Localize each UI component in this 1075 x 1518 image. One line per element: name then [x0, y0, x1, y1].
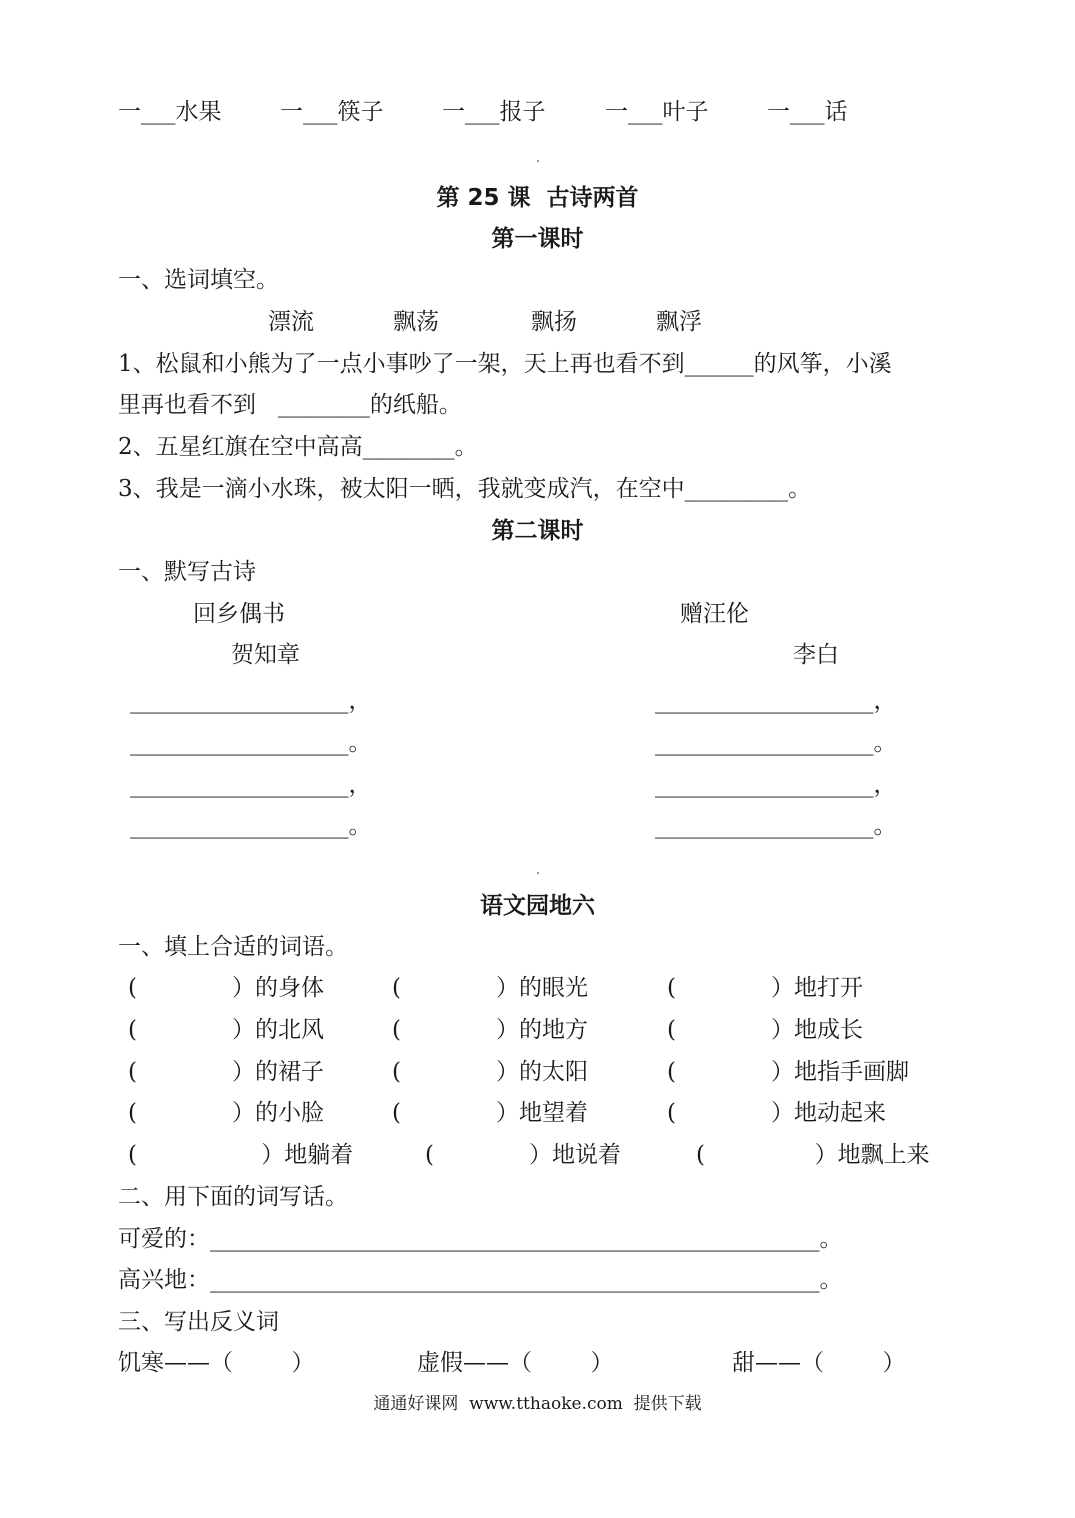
poem-right-title: 赠汪伦	[680, 601, 749, 627]
period2-q1-title: 一、默写古诗	[118, 559, 256, 585]
fill-sentence-1a: 1、松鼠和小熊为了一点小事吵了一架，天上再也看不到______的风筝，小溪	[118, 351, 892, 377]
lesson-title: 第 25 课 古诗两首	[436, 185, 639, 211]
phrase-r3-c2: ( ）的太阳	[392, 1059, 589, 1085]
poem-left-line-4: ___________________。	[130, 813, 372, 839]
poem-right-author: 李白	[793, 642, 839, 668]
period1-heading: 第一课时	[491, 226, 584, 252]
fill-sentence-1b: 里再也看不到 ________的纸船。	[118, 392, 462, 418]
word-option-4: 飘浮	[656, 309, 702, 335]
phrase-r4-c2: ( ）地望着	[392, 1100, 589, 1126]
sentence-line-2: 高兴地：_____________________________________________________。	[118, 1267, 843, 1293]
poem-right-line-2: ___________________。	[655, 730, 897, 756]
poem-left-title: 回乡偶书	[193, 601, 285, 627]
poem-right-line-4: ___________________。	[655, 813, 897, 839]
word-option-2: 飘荡	[393, 309, 439, 335]
sentence-line-1: 可爱的：_____________________________________________________。	[118, 1226, 843, 1252]
garden-q2-title: 二、用下面的词写话。	[118, 1184, 348, 1210]
poem-left-author: 贺知章	[231, 642, 300, 668]
phrase-r4-c3: ( ）地动起来	[667, 1100, 887, 1126]
measure-word-3: 一___报子	[442, 99, 546, 125]
period2-heading: 第二课时	[491, 518, 584, 544]
antonym-1: 饥寒——（ ）	[118, 1350, 315, 1376]
phrase-r2-c3: ( ）地成长	[667, 1017, 864, 1043]
poem-right-line-1: ___________________，	[655, 688, 897, 714]
phrase-r5-c3: ( ）地飘上来	[696, 1142, 930, 1168]
phrase-r1-c3: ( ）地打开	[667, 975, 864, 1001]
poem-right-line-3: ___________________，	[655, 772, 897, 798]
fill-sentence-3: 3、我是一滴小水珠，被太阳一晒，我就变成汽，在空中_________。	[118, 476, 812, 502]
measure-word-4: 一___叶子	[605, 99, 709, 125]
page-footer: 通通好课网 www.tthaoke.com 提供下载	[373, 1394, 702, 1414]
divider-dot	[537, 160, 539, 162]
garden-q1-title: 一、填上合适的词语。	[118, 934, 348, 960]
phrase-r3-c1: ( ）的裙子	[128, 1059, 325, 1085]
phrase-r2-c1: ( ）的北风	[128, 1017, 325, 1043]
phrase-r3-c3: ( ）地指手画脚	[667, 1059, 910, 1085]
phrase-r5-c2: ( ）地说着	[425, 1142, 622, 1168]
antonym-3: 甜——（ ）	[732, 1350, 906, 1376]
poem-left-line-3: ___________________，	[130, 772, 372, 798]
measure-word-2: 一___筷子	[280, 99, 384, 125]
poem-left-line-1: ___________________，	[130, 688, 372, 714]
measure-word-5: 一___话	[767, 99, 848, 125]
poem-left-line-2: ___________________。	[130, 730, 372, 756]
garden-q3-title: 三、写出反义词	[118, 1309, 279, 1335]
antonym-2: 虚假——（ ）	[417, 1350, 614, 1376]
phrase-r1-c1: ( ）的身体	[128, 975, 325, 1001]
word-option-3: 飘扬	[531, 309, 577, 335]
phrase-r4-c1: ( ）的小脸	[128, 1100, 325, 1126]
phrase-r2-c2: ( ）的地方	[392, 1017, 589, 1043]
measure-word-1: 一___水果	[118, 99, 222, 125]
period1-q1-title: 一、选词填空。	[118, 267, 279, 293]
phrase-r1-c2: ( ）的眼光	[392, 975, 589, 1001]
fill-sentence-2: 2、五星红旗在空中高高________。	[118, 434, 478, 460]
divider-dot	[537, 872, 539, 874]
garden-title: 语文园地六	[480, 893, 595, 919]
phrase-r5-c1: ( ）地躺着	[128, 1142, 354, 1168]
word-option-1: 漂流	[268, 309, 314, 335]
